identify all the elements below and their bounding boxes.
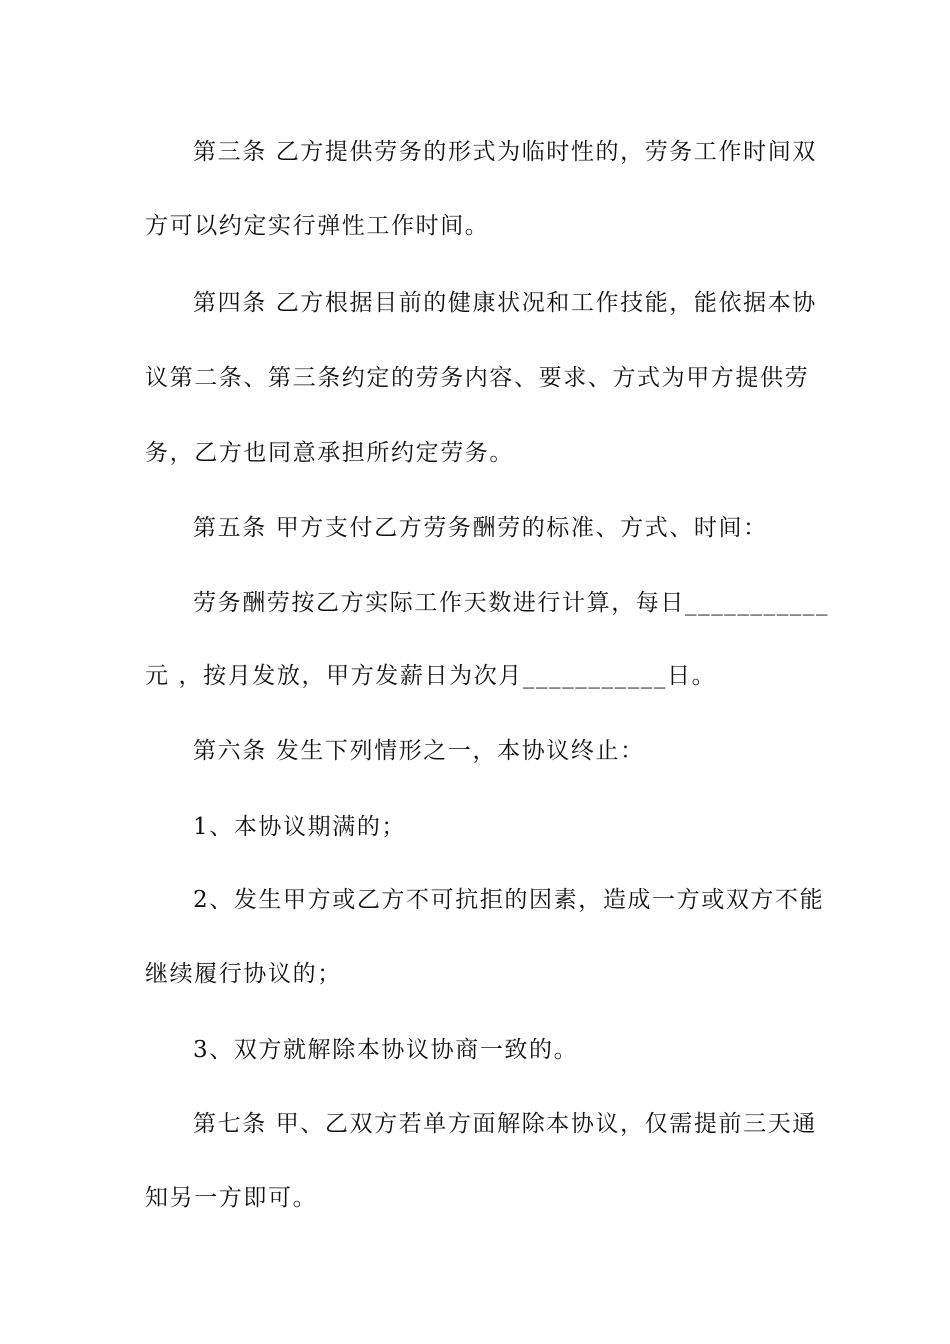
article-6-item-2-line-1: 2、发生甲方或乙方不可抗拒的因素，造成一方或双方不能 xyxy=(193,887,825,913)
article-5-payment-line-1: 劳务酬劳按乙方实际工作天数进行计算，每日___________ xyxy=(193,590,830,616)
article-6-heading: 第六条 发生下列情形之一，本协议终止： xyxy=(193,738,645,764)
article-3-line-2: 方可以约定实行弹性工作时间。 xyxy=(145,213,490,239)
article-4-line-2: 议第二条、第三条约定的劳务内容、要求、方式为甲方提供劳 xyxy=(145,365,810,391)
article-5-heading: 第五条 甲方支付乙方劳务酬劳的标准、方式、时间： xyxy=(193,515,768,541)
article-4-line-3: 务，乙方也同意承担所约定劳务。 xyxy=(145,440,514,466)
article-6-item-3: 3、双方就解除本协议协商一致的。 xyxy=(193,1037,579,1063)
article-7-line-1: 第七条 甲、乙双方若单方面解除本协议，仅需提前三天通 xyxy=(193,1111,817,1137)
article-3-line-1: 第三条 乙方提供劳务的形式为临时性的，劳务工作时间双 xyxy=(193,139,817,165)
article-6-item-2-line-2: 继续履行协议的； xyxy=(145,961,342,987)
article-4-line-1: 第四条 乙方根据目前的健康状况和工作技能，能依据本协 xyxy=(193,290,817,316)
article-6-item-1: 1、本协议期满的； xyxy=(193,814,407,840)
article-5-payment-line-2: 元 ，按月发放，甲方发薪日为次月___________日。 xyxy=(145,663,717,689)
article-7-line-2: 知另一方即可。 xyxy=(145,1185,318,1211)
